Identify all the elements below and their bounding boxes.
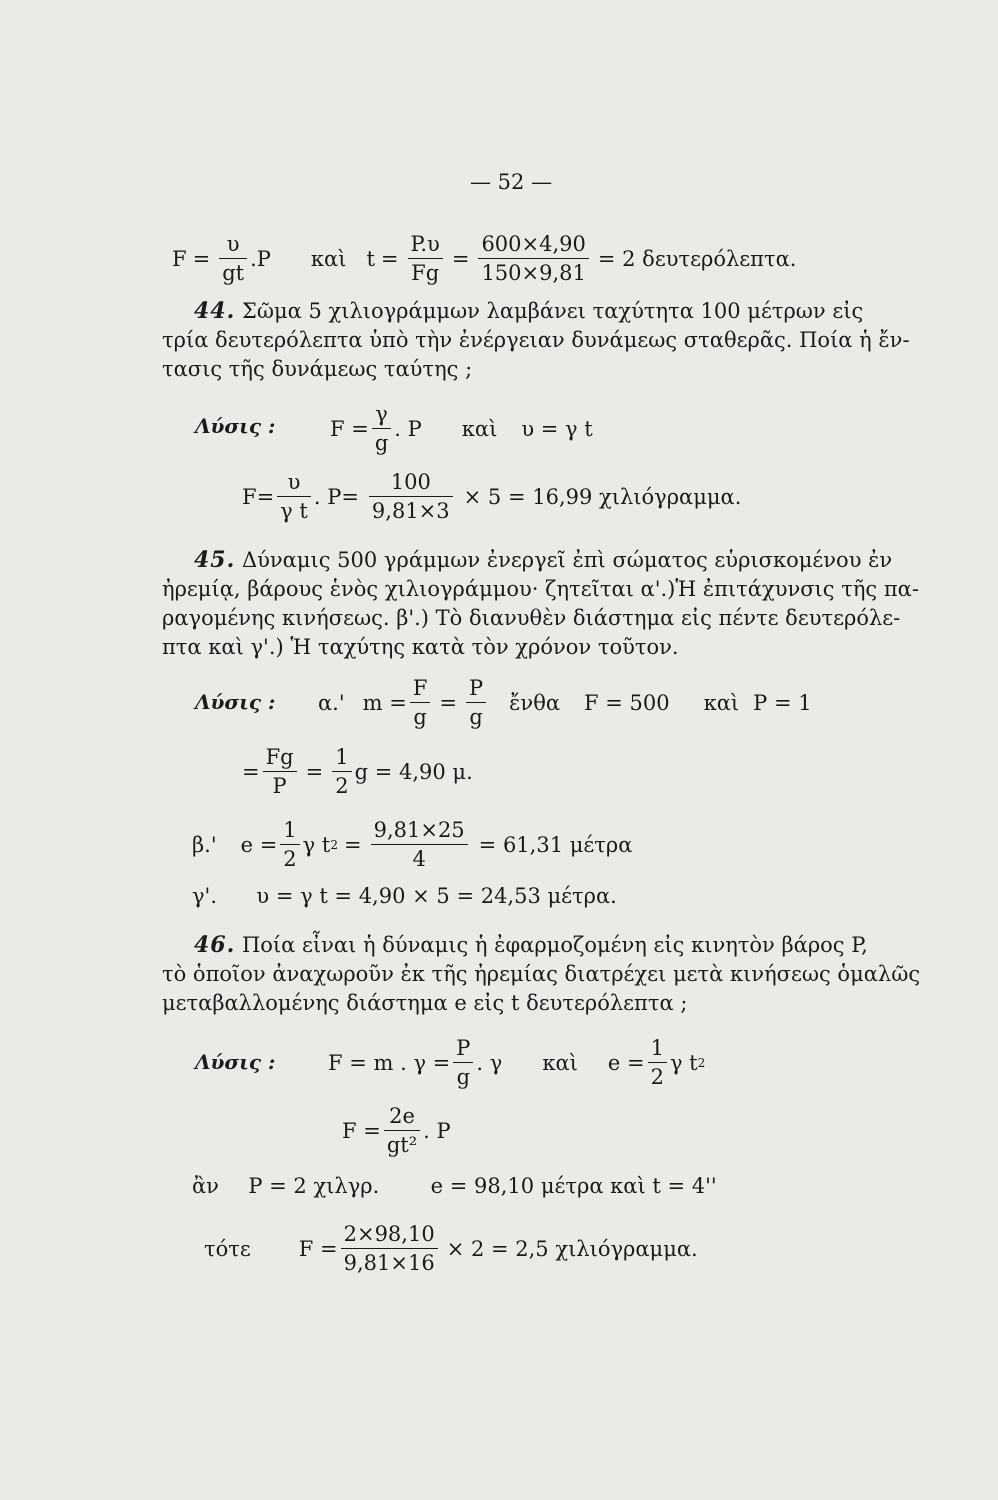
eq-equals: = [242,759,260,784]
eq-P: . P [394,416,422,441]
fraction-denominator: P [272,774,287,798]
fraction-numerator: P [453,1036,473,1063]
fraction-numeric [478,232,588,285]
fraction-numerator: υ [219,232,247,259]
fraction-numerator: Fg [263,745,297,772]
eq-F: F = m . γ = [328,1050,451,1075]
fraction-denominator: gt² [386,1133,418,1157]
problem-number: 45. [194,547,236,573]
problem-44 [162,296,910,384]
fraction-half [280,818,299,871]
fraction-denominator: Fg [411,261,440,285]
eq-result: g = 4,90 μ. [354,759,473,784]
equation-time: F = $\frac{\upsilon}{gt}$ .P καὶ t = $\frac{P.\upsilon}{Fg}$ = $\frac{600\times 4,90}{150\times 9,81}$ = 2 δευτερόλεπτα. [172,232,797,285]
eq-F: F [172,246,187,271]
fraction-v-gt [277,470,311,523]
fraction-numerator: 600×4,90 [478,232,588,259]
eq-kai: καὶ [310,246,347,271]
eq-F-value: F = 500 [584,690,670,715]
problem-46-line-3: μεταβαλλομένης διάστημα e εἰς t δευτερόλεπτα ; [162,991,688,1016]
fraction-half [332,745,351,798]
fraction-denominator: g [469,705,483,729]
eq-result: υ = γ t = 4,90 × 5 = 24,53 μέτρα. [256,884,617,908]
solution-label: Λύσις : [195,690,276,714]
eq-result: = 61,31 μέτρα [478,832,633,857]
problem-45-line-1 [162,545,892,575]
problem-44-line-1 [162,296,892,326]
eq-P-value: P = 2 χιλγρ. [248,1174,380,1198]
fraction-denominator: g [413,705,427,729]
equation-45-a: α.' m = $\frac{F}{g}$ = $\frac{P}{g}$ ἔνθα F = 500 καὶ P = 1 [318,676,812,729]
fraction-v-gt [219,232,247,285]
fraction-numerator: γ [372,402,391,429]
eq-P: . P [423,1118,451,1143]
fraction-denominator: 9,81×3 [371,499,450,523]
eq-e: e = [607,1050,645,1075]
fraction-numerator: υ [277,470,311,497]
equation-46-1: F = m . γ = $\frac{P}{g}$ . γ καὶ e = $\frac{1}{2}$ γ t 2 [328,1036,706,1089]
problem-44-line-3: τασις τῆς δυνάμεως ταύτης ; [162,357,473,382]
fraction-numerator: 2×98,10 [341,1222,438,1249]
problem-45-line-3: ραγομένης κινήσεως. β'.) Τὸ διανυθὲν διάστημα εἰς πέντε δευτερόλε- [162,606,901,631]
problem-text: Δύναμις 500 γράμμων ἐνεργεῖ ἐπὶ σώματος εὑρισκομένου ἐν [241,548,893,572]
eq-P: .P [250,246,271,271]
eq-e: e = [240,832,278,857]
fraction-Fg-P [263,745,297,798]
eq-v: υ = γ t [521,416,593,441]
eq-equals: = [192,246,211,271]
eq-result: × 5 = 16,99 χιλιόγραμμα. [463,484,742,509]
fraction-denominator: 2 [335,774,349,798]
fraction-numerator: 100 [369,470,453,497]
fraction-numerator: 9,81×25 [371,818,468,845]
eq-P-value: P = 1 [753,690,812,715]
fraction-denominator: g [456,1065,471,1089]
eq-tote: τότε [204,1236,251,1261]
fraction-numeric [371,818,468,871]
fraction-numerator: F [410,676,431,703]
eq-result: × 2 = 2,5 χιλιόγραμμα. [446,1236,698,1261]
fraction-numerator: 2e [384,1104,420,1131]
solution-label: Λύσις : [195,414,276,438]
problem-text: Ποία εἶναι ἡ δύναμις ἡ ἐφαρμοζομένη εἰς κινητὸν βάρος P, [241,933,868,957]
equation-46-2 [342,1104,451,1157]
given-values [192,1176,717,1197]
eq-e-value: e = 98,10 μέτρα καὶ t = 4'' [430,1174,717,1198]
fraction-numerator: P.υ [408,232,443,259]
part-label: γ'. [192,884,217,908]
eq-entha: ἔνθα [509,690,561,715]
problem-45-line-2: ἠρεμίᾳ, βάρους ἑνὸς χιλιογράμμου· ζητεῖται α'.)Ἡ ἐπιτάχυνσις τῆς πα- [162,577,919,602]
problem-45-line-4: πτα καὶ γ'.) Ἡ ταχύτης κατὰ τὸν χρόνον τοῦτον. [162,635,679,660]
equation-45-a2: = $\frac{Fg}{P}$ = $\frac{1}{2}$ g = 4,90 μ. [242,745,473,798]
problem-number: 46. [194,932,236,958]
eq-gt: γ t [669,1050,698,1075]
fraction-numerator: 1 [280,818,299,845]
solution-label: Λύσις : [195,1050,276,1074]
eq-F: F = [342,1118,381,1143]
problem-45 [162,545,919,662]
eq-m: m = [362,690,407,715]
eq-P: . P= [313,484,359,509]
problem-44-line-2: τρία δευτερόλεπτα ὑπὸ τὴν ἐνέργειαν δυνάμεως σταθερᾶς. Ποία ἡ ἔν- [162,328,910,353]
fraction-numerator: 1 [648,1036,667,1063]
eq-F: F = [330,416,369,441]
fraction-denominator: γ t [280,499,308,523]
fraction-half [648,1036,667,1089]
fraction-2e-gt2 [384,1104,420,1157]
equation-45-c [192,886,617,907]
problem-46-line-2: τὸ ὁποῖον ἀναχωροῦν ἐκ τῆς ἠρεμίας διατρέχει μετὰ κινήσεως ὁμαλῶς [162,962,921,987]
fraction-denominator: 2 [283,847,297,871]
problem-number: 44. [194,298,236,324]
equation-44-2 [242,470,741,523]
eq-gt: γ t [302,832,331,857]
eq-t: t [366,246,375,271]
eq-F: F= [242,484,275,509]
fraction-P-g [453,1036,473,1089]
fraction-denominator: gt [222,261,245,285]
fraction-denominator: 150×9,81 [481,261,586,285]
page-number: — 52 — [470,170,553,194]
eq-result: = 2 δευτερόλεπτα. [597,246,797,271]
eq-an: ἂν [192,1174,219,1198]
eq-gamma: . γ [476,1050,503,1075]
fraction-denominator: 9,81×16 [343,1251,435,1275]
fraction-gamma-g [372,402,391,455]
fraction-numerator: P [466,676,486,703]
eq-kai: καὶ [542,1050,578,1075]
part-label: α.' [318,690,345,715]
fraction-Pv-Fg [408,232,443,285]
fraction-numeric [341,1222,438,1275]
problem-46-line-1 [162,930,892,960]
fraction-F-g [410,676,431,729]
eq-kai: καὶ [703,690,740,715]
equation-44-1 [330,402,593,455]
fraction-denominator: g [374,431,389,455]
eq-kai: καὶ [461,416,498,441]
fraction-100 [369,470,453,523]
fraction-denominator: 4 [412,847,426,871]
part-label: β.' [192,832,217,857]
eq-F: F = [298,1236,338,1261]
fraction-denominator: 2 [650,1065,664,1089]
equation-46-final [204,1222,698,1275]
fraction-numerator: 1 [332,745,351,772]
equation-45-b: β.' e = $\frac{1}{2}$ γ t 2 = $\frac{9,81\times 25}{4}$ = 61,31 μέτρα [192,818,633,871]
problem-46 [162,930,921,1018]
fraction-P-g [466,676,486,729]
problem-text: Σῶμα 5 χιλιογράμμων λαμβάνει ταχύτητα 100 μέτρων εἰς [241,299,864,323]
